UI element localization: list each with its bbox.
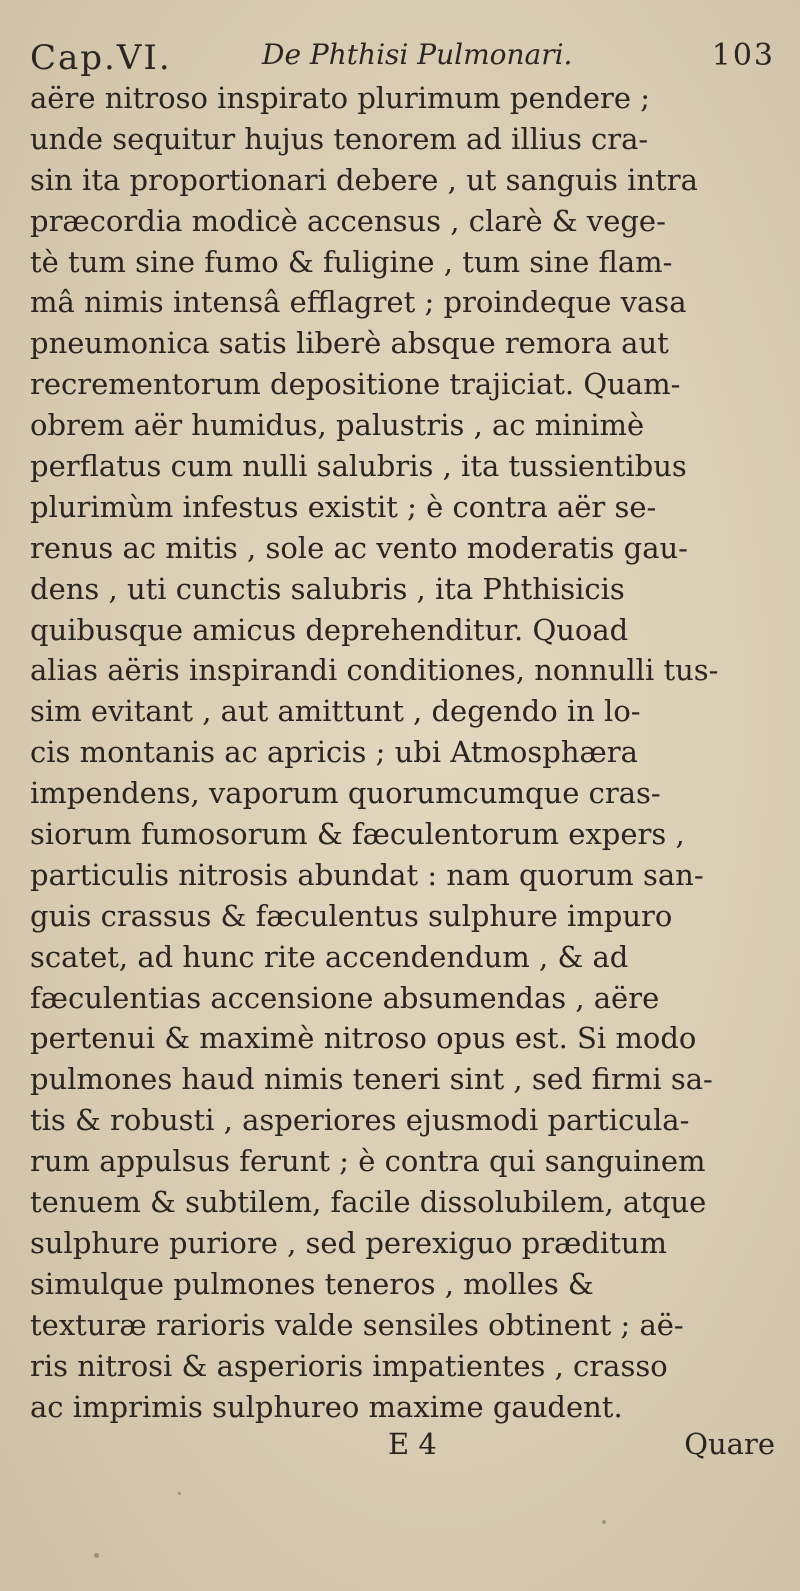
text-line: cis montanis ac apricis ; ubi Atmosphæra: [30, 735, 638, 770]
text-line: pneumonica satis liberè absque remora aut: [30, 326, 669, 361]
text-line: obrem aër humidus, palustris , ac minimè: [30, 408, 645, 443]
text-line: unde sequitur hujus tenorem ad illius cra-: [30, 121, 649, 156]
page-number: 103: [711, 38, 775, 73]
text-line: perflatus cum nulli salubris , ita tussientibus: [30, 449, 687, 484]
text-line: recrementorum depositione trajiciat. Quam-: [30, 367, 681, 402]
text-line: tè tum sine fumo & fuligine , tum sine flam-: [30, 244, 673, 279]
signature-mark: E 4: [388, 1427, 437, 1461]
text-line: guis crassus & fæculentus sulphure impuro: [30, 898, 673, 933]
text-line: ac imprimis sulphureo maxime gaudent.: [30, 1389, 623, 1424]
paper-speck: [178, 1492, 181, 1495]
text-line: sim evitant , aut amittunt , degendo in lo-: [30, 694, 641, 729]
text-line: plurimùm infestus existit ; è contra aër se-: [30, 489, 657, 524]
page-footer: [30, 1427, 775, 1471]
text-line: ris nitrosi & asperioris impatientes , crasso: [30, 1348, 668, 1383]
text-line: sulphure puriore , sed perexiguo præditum: [30, 1225, 667, 1260]
text-line: rum appulsus ferunt ; è contra qui sanguinem: [30, 1144, 706, 1179]
text-line: pulmones haud nimis teneri sint , sed firmi sa-: [30, 1062, 713, 1097]
text-line: texturæ rarioris valde sensiles obtinent ; aë-: [30, 1307, 684, 1342]
chapter-label: Cap.VI.: [30, 38, 172, 78]
paper-speck: [602, 1520, 606, 1524]
text-line: impendens, vaporum quorumcumque cras-: [30, 776, 661, 811]
text-line: mâ nimis intensâ efflagret ; proindeque vasa: [30, 285, 687, 320]
text-line: pertenui & maximè nitroso opus est. Si modo: [30, 1021, 697, 1056]
text-line: aëre nitroso inspirato plurimum pendere ;: [30, 81, 651, 115]
text-line: siorum fumosorum & fæculentorum expers ,: [30, 817, 685, 852]
text-line: tis & robusti , asperiores ejusmodi particula-: [30, 1103, 690, 1138]
text-line: scatet, ad hunc rite accendendum , & ad: [30, 939, 629, 974]
text-line: fæculentias accensione absumendas , aëre: [30, 980, 660, 1015]
text-line: alias aëris inspirandi conditiones, nonnulli tus-: [30, 653, 719, 688]
text-line: tenuem & subtilem, facile dissolubilem, atque: [30, 1185, 707, 1220]
running-title: De Phthisi Pulmonari.: [262, 38, 573, 71]
text-line: dens , uti cunctis salubris , ita Phthisicis: [30, 571, 625, 606]
text-line: simulque pulmones teneros , molles &: [30, 1266, 594, 1301]
text-line: præcordia modicè accensus , clarè & vege-: [30, 203, 666, 238]
text-line: sin ita proportionari debere , ut sanguis intra: [30, 162, 698, 197]
paper-speck: [94, 1553, 99, 1558]
body-text: [30, 78, 775, 1427]
catchword: Quare: [684, 1427, 775, 1461]
text-line: renus ac mitis , sole ac vento moderatis gau-: [30, 530, 688, 565]
text-line: quibusque amicus deprehenditur. Quoad: [30, 612, 629, 647]
text-line: particulis nitrosis abundat : nam quorum san-: [30, 857, 704, 892]
